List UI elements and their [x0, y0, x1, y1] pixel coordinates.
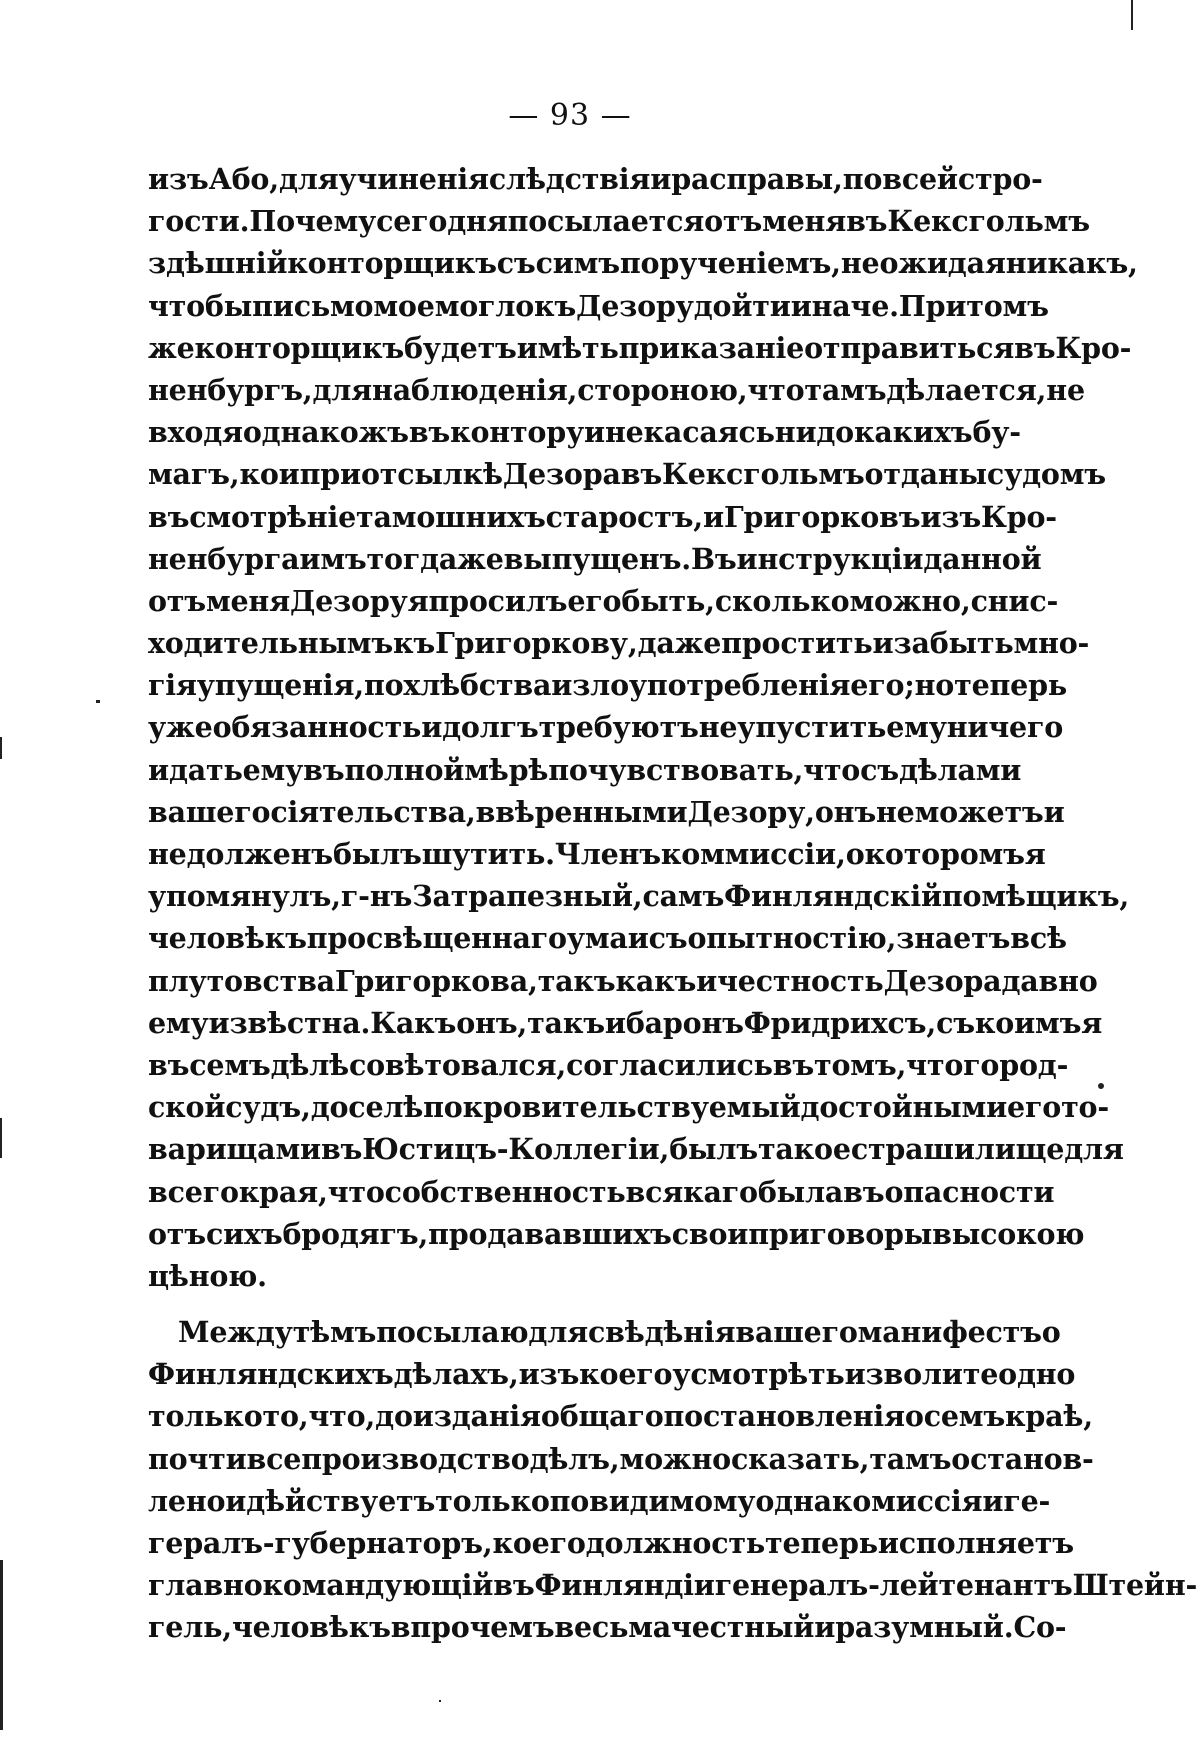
text-line: вашего сіятельства, ввѣренными Дезору, онъ не можетъ и	[148, 794, 1065, 829]
scan-mark	[0, 737, 2, 759]
page-number: — 93 —	[508, 98, 632, 133]
text-line: главнокомандующій въ Финляндіи генералъ-лейтенантъ Штейн-	[148, 1568, 1197, 1603]
text-line: гости. Почему сегодня посылается отъ меня въ Кексгольмъ	[148, 204, 1090, 239]
text-line: въ семъ дѣлѣ совѣтовался, согласились въ томъ, что город-	[148, 1047, 1069, 1082]
text-line: чтобы письмо мое могло къ Дезору дойти иначе. Притомъ	[148, 288, 1049, 323]
text-line: человѣкъ просвѣщеннаго ума и съ опытностію, знаетъ всѣ	[148, 921, 1067, 956]
scan-mark	[439, 1700, 441, 1702]
text-line: же конторщикъ будетъ имѣть приказаніе отправиться въ Кро-	[148, 330, 1132, 365]
text-line: не долженъ былъ шутить. Членъ коммиссіи, о которомъ я	[148, 837, 1046, 871]
text-line: упомянулъ, г-нъ Затрапезный, самъ Финляндскій помѣщикъ,	[148, 879, 1130, 914]
text-line: входя однакожъ въ контору и не касаясь ни до какихъ бу-	[148, 415, 1021, 450]
text-line: ской судъ, доселѣ покровительствуемый достойными его то-	[148, 1090, 1109, 1125]
text-line: Финляндскихъ дѣлахъ, изъ коего усмотрѣть изволите одно	[148, 1357, 1076, 1392]
text-line: цѣною.	[148, 1258, 267, 1293]
text-line: лено и дѣйствуетъ только повидимому одна комиссія и ге-	[148, 1483, 1051, 1518]
text-line: ненбурга имъ тогда же выпущенъ. Въ инструкціи данной	[148, 541, 1042, 576]
text-line: уже обязанность и долгъ требуютъ не упустить ему ничего	[148, 710, 1064, 745]
text-line: изъ Або, для учиненія слѣдствія и расправы, по всей стро-	[148, 162, 1043, 196]
text-line: почти все производство дѣлъ, можно сказать, тамъ останов-	[148, 1441, 1094, 1476]
text-line: плутовства Григоркова, такъ какъ и честность Дезора давно	[148, 963, 1098, 998]
text-line: въ смотрѣніе тамошнихъ старостъ, и Григорковъ изъ Кро-	[148, 499, 1057, 534]
text-line: гель, человѣкъ впрочемъ весьма честный и разумный. Со-	[148, 1610, 1067, 1645]
scan-mark	[96, 700, 100, 703]
paragraph-gap	[148, 1297, 1008, 1311]
scan-mark	[0, 1560, 3, 1730]
scan-mark	[1131, 0, 1133, 30]
text-line: Между тѣмъ посылаю для свѣдѣнія вашего манифестъ о	[178, 1315, 1061, 1350]
text-line: здѣшній конторщикъ съ симъ порученіемъ, не ожидая никакъ,	[148, 246, 1138, 281]
text-line: и дать ему въ полной мѣрѣ почувствовать, что съ дѣлами	[148, 752, 1022, 787]
text-line: всего края, что собственность всякаго была въ опасности	[148, 1174, 1055, 1209]
scan-mark	[0, 1118, 2, 1158]
scan-dot	[1098, 1083, 1104, 1089]
text-line: магъ, кои при отсылкѣ Дезора въ Кексгольмъ отданы судомъ	[148, 457, 1106, 492]
text-line: гералъ-губернаторъ, коего должность теперь исполняетъ	[148, 1526, 1074, 1560]
text-line: ему извѣстна. Какъ онъ, такъ и баронъ Фридрихсъ, съ коимъ я	[148, 1005, 1103, 1040]
text-line: гія упущенія, похлѣбства и злоупотребленія его; но теперь	[148, 668, 1067, 703]
text-line: варищами въ Юстицъ-Коллегіи, былъ такое страшилище для	[148, 1132, 1124, 1167]
body-text	[148, 158, 1197, 1649]
text-line: отъ сихъ бродягъ, продававшихъ свои приговоры высокою	[148, 1216, 1085, 1251]
text-line: отъ меня Дезору я просилъ его быть, сколько можно, снис-	[148, 583, 1059, 618]
text-line: ходительнымъ къ Григоркову, даже простить и забыть мно-	[148, 626, 1090, 661]
text-line: только то, что, до изданія общаго постановленія о семъ краѣ,	[148, 1399, 1093, 1434]
text-line: ненбургъ, для наблюденія, стороною, что тамъ дѣлается, не	[148, 372, 1085, 407]
